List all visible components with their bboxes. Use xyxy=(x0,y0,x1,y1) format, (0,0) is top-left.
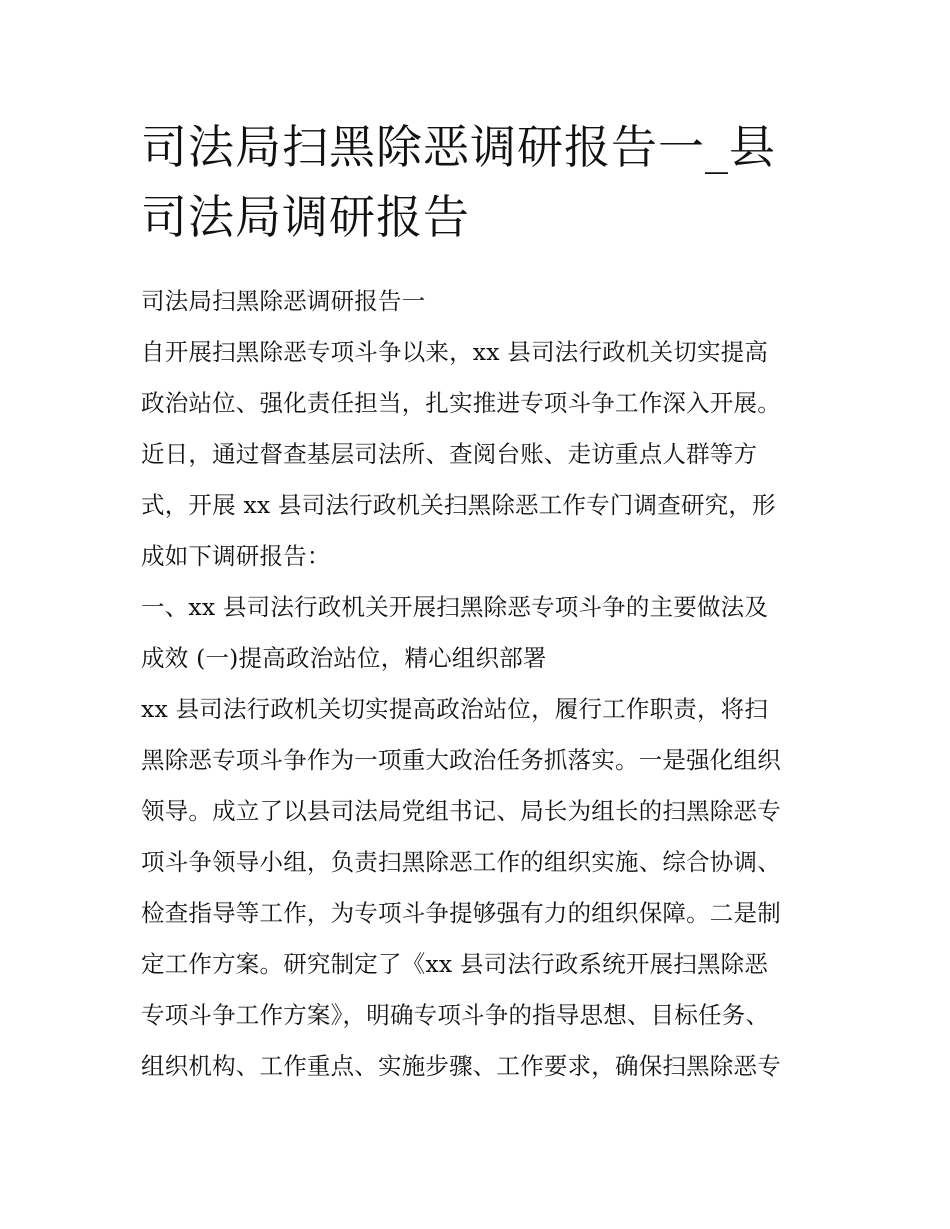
paragraph-line: 项斗争领导小组，负责扫黑除恶工作的组织实施、综合协调、 xyxy=(141,848,781,876)
paragraph-line: 自开展扫黑除恶专项斗争以来，xx 县司法行政机关切实提高 xyxy=(141,338,769,366)
paragraph-line: 成如下调研报告： xyxy=(141,542,331,570)
title-line: 司法局调研报告 xyxy=(141,190,470,244)
paragraph-line: 式，开展 xx 县司法行政机关扫黑除恶工作专门调查研究，形 xyxy=(141,491,776,519)
document-body xyxy=(141,276,821,1092)
subtitle-line: 司法局扫黑除恶调研报告一 xyxy=(141,287,426,315)
section-heading-line: 一、xx 县司法行政机关开展扫黑除恶专项斗争的主要做法及 xyxy=(141,593,769,621)
title-line: 司法局扫黑除恶调研报告一_县 xyxy=(141,120,776,174)
paragraph-line: 近日，通过督查基层司法所、查阅台账、走访重点人群等方 xyxy=(141,440,758,468)
paragraph-line: 领导。成立了以县司法局党组书记、局长为组长的扫黑除恶专 xyxy=(141,797,781,825)
paragraph-line: 政治站位、强化责任担当，扎实推进专项斗争工作深入开展。 xyxy=(141,389,781,417)
paragraph-line: 组织机构、工作重点、实施步骤、工作要求，确保扫黑除恶专 xyxy=(141,1052,781,1080)
paragraph-line: 检查指导等工作，为专项斗争提够强有力的组织保障。二是制 xyxy=(141,899,781,927)
document-title xyxy=(141,112,821,252)
section-heading-line: 成效 (一)提高政治站位，精心组织部署 xyxy=(141,644,547,672)
paragraph-line: 专项斗争工作方案》，明确专项斗争的指导思想、目标任务、 xyxy=(141,1001,770,1029)
paragraph-line: 定工作方案。研究制定了《xx 县司法行政系统开展扫黑除恶 xyxy=(141,950,769,978)
paragraph-line: 黑除恶专项斗争作为一项重大政治任务抓落实。一是强化组织 xyxy=(141,746,781,774)
paragraph-line: xx 县司法行政机关切实提高政治站位，履行工作职责，将扫 xyxy=(141,695,769,723)
